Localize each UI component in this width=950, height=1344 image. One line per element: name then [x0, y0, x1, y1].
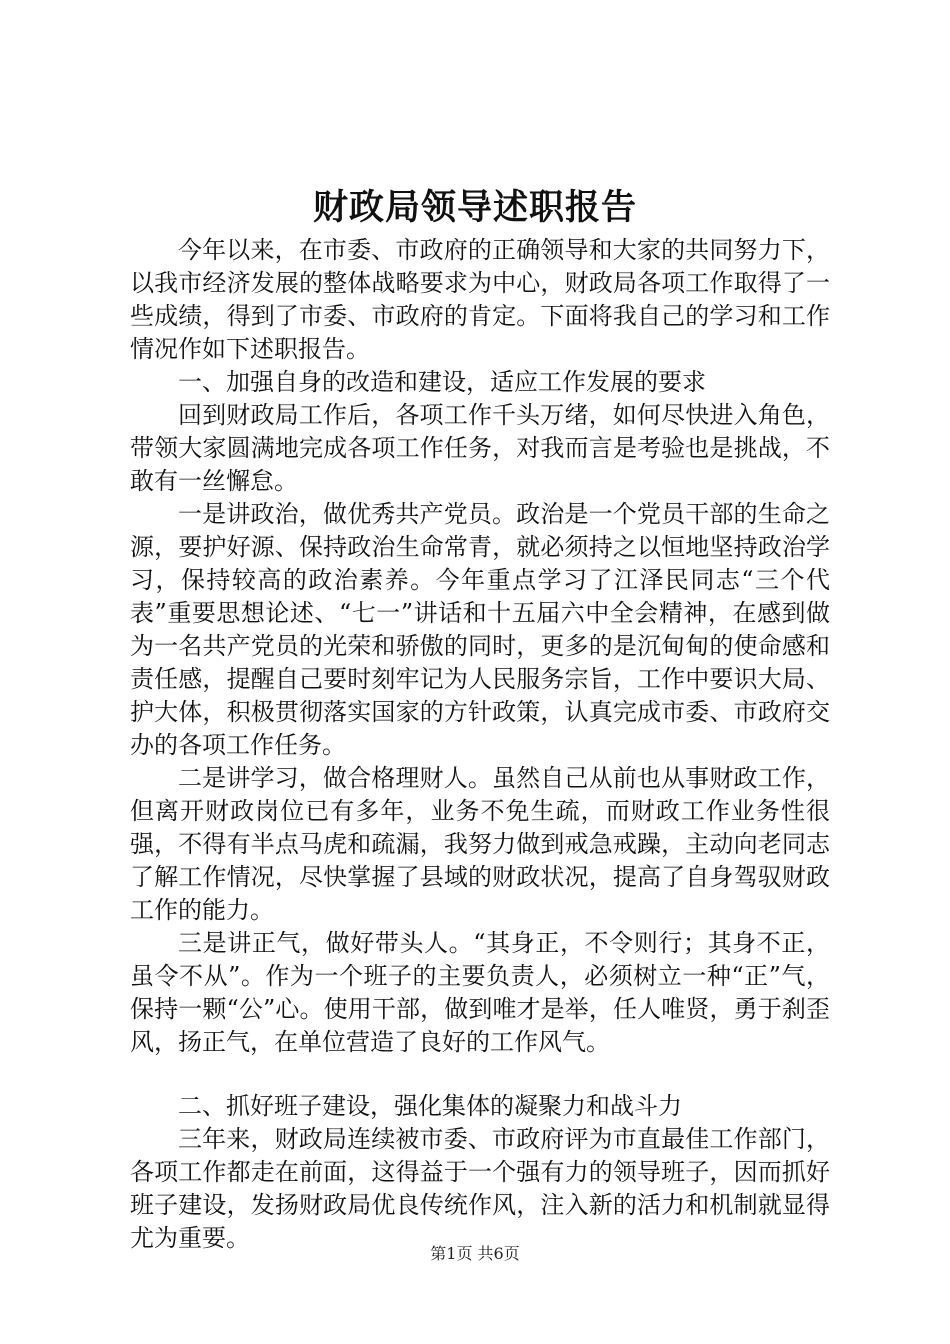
paragraph-politics: 一是讲政治，做优秀共产党员。政治是一个党员干部的生命之源，要护好源、保持政治生命常青，就必须持之以恒地坚持政治学习，保持较高的政治素养。今年重点学习了江泽民同志“三个代表”重要思想论述、“七一”讲话和十五届六中全会精神，在感到做为一名共产党员的光荣和骄傲的同时，更多的是沉甸甸的使命感和责任感，提醒自己要时刻牢记为人民服务宗旨，工作中要识大局、护大体，积极贯彻落实国家的方针政策，认真完成市委、市政府交办的各项工作任务。 — [130, 500, 830, 759]
paragraph-intro: 今年以来，在市委、市政府的正确领导和大家的共同努力下，以我市经济发展的整体战略要求为中心，财政局各项工作取得了一些成绩，得到了市委、市政府的肯定。下面将我自己的学习和工作情况作如下述职报告。 — [130, 236, 830, 363]
paragraph-integrity: 三是讲正气，做好带头人。“其身正，不令则行；其身不正，虽令不从”。作为一个班子的主要负责人，必须树立一种“正”气，保持一颗“公”心。使用干部，做到唯才是举，任人唯贤，勇于刹歪风，扬正气，在单位营造了良好的工作风气。 — [130, 929, 830, 1056]
document-title: 财政局领导述职报告 — [312, 187, 637, 228]
paragraph-team: 三年来，财政局连续被市委、市政府评为市直最佳工作部门，各项工作都走在前面，这得益于一个强有力的领导班子，因而抓好班子建设，发扬财政局优良传统作风，注入新的活力和机制就显得尤为重要。 — [130, 1125, 830, 1252]
section-heading-1: 一、加强自身的改造和建设，适应工作发展的要求 — [178, 368, 706, 396]
paragraph-study: 二是讲学习，做合格理财人。虽然自己从前也从事财政工作，但离开财政岗位已有多年，业务不免生疏，而财政工作业务性很强，不得有半点马虎和疏漏，我努力做到戒急戒躁，主动向老同志了解工作情况，尽快掌握了县域的财政状况，提高了自身驾驭财政工作的能力。 — [130, 764, 830, 924]
page-footer: 第1页 共6页 — [430, 1244, 520, 1263]
document-body — [130, 234, 830, 1255]
paragraph-role: 回到财政局工作后，各项工作千头万绪，如何尽快进入角色，带领大家圆满地完成各项工作任务，对我而言是考验也是挑战，不敢有一丝懈怠。 — [130, 401, 830, 495]
section-heading-2: 二、抓好班子建设，强化集体的凝聚力和战斗力 — [178, 1092, 682, 1120]
